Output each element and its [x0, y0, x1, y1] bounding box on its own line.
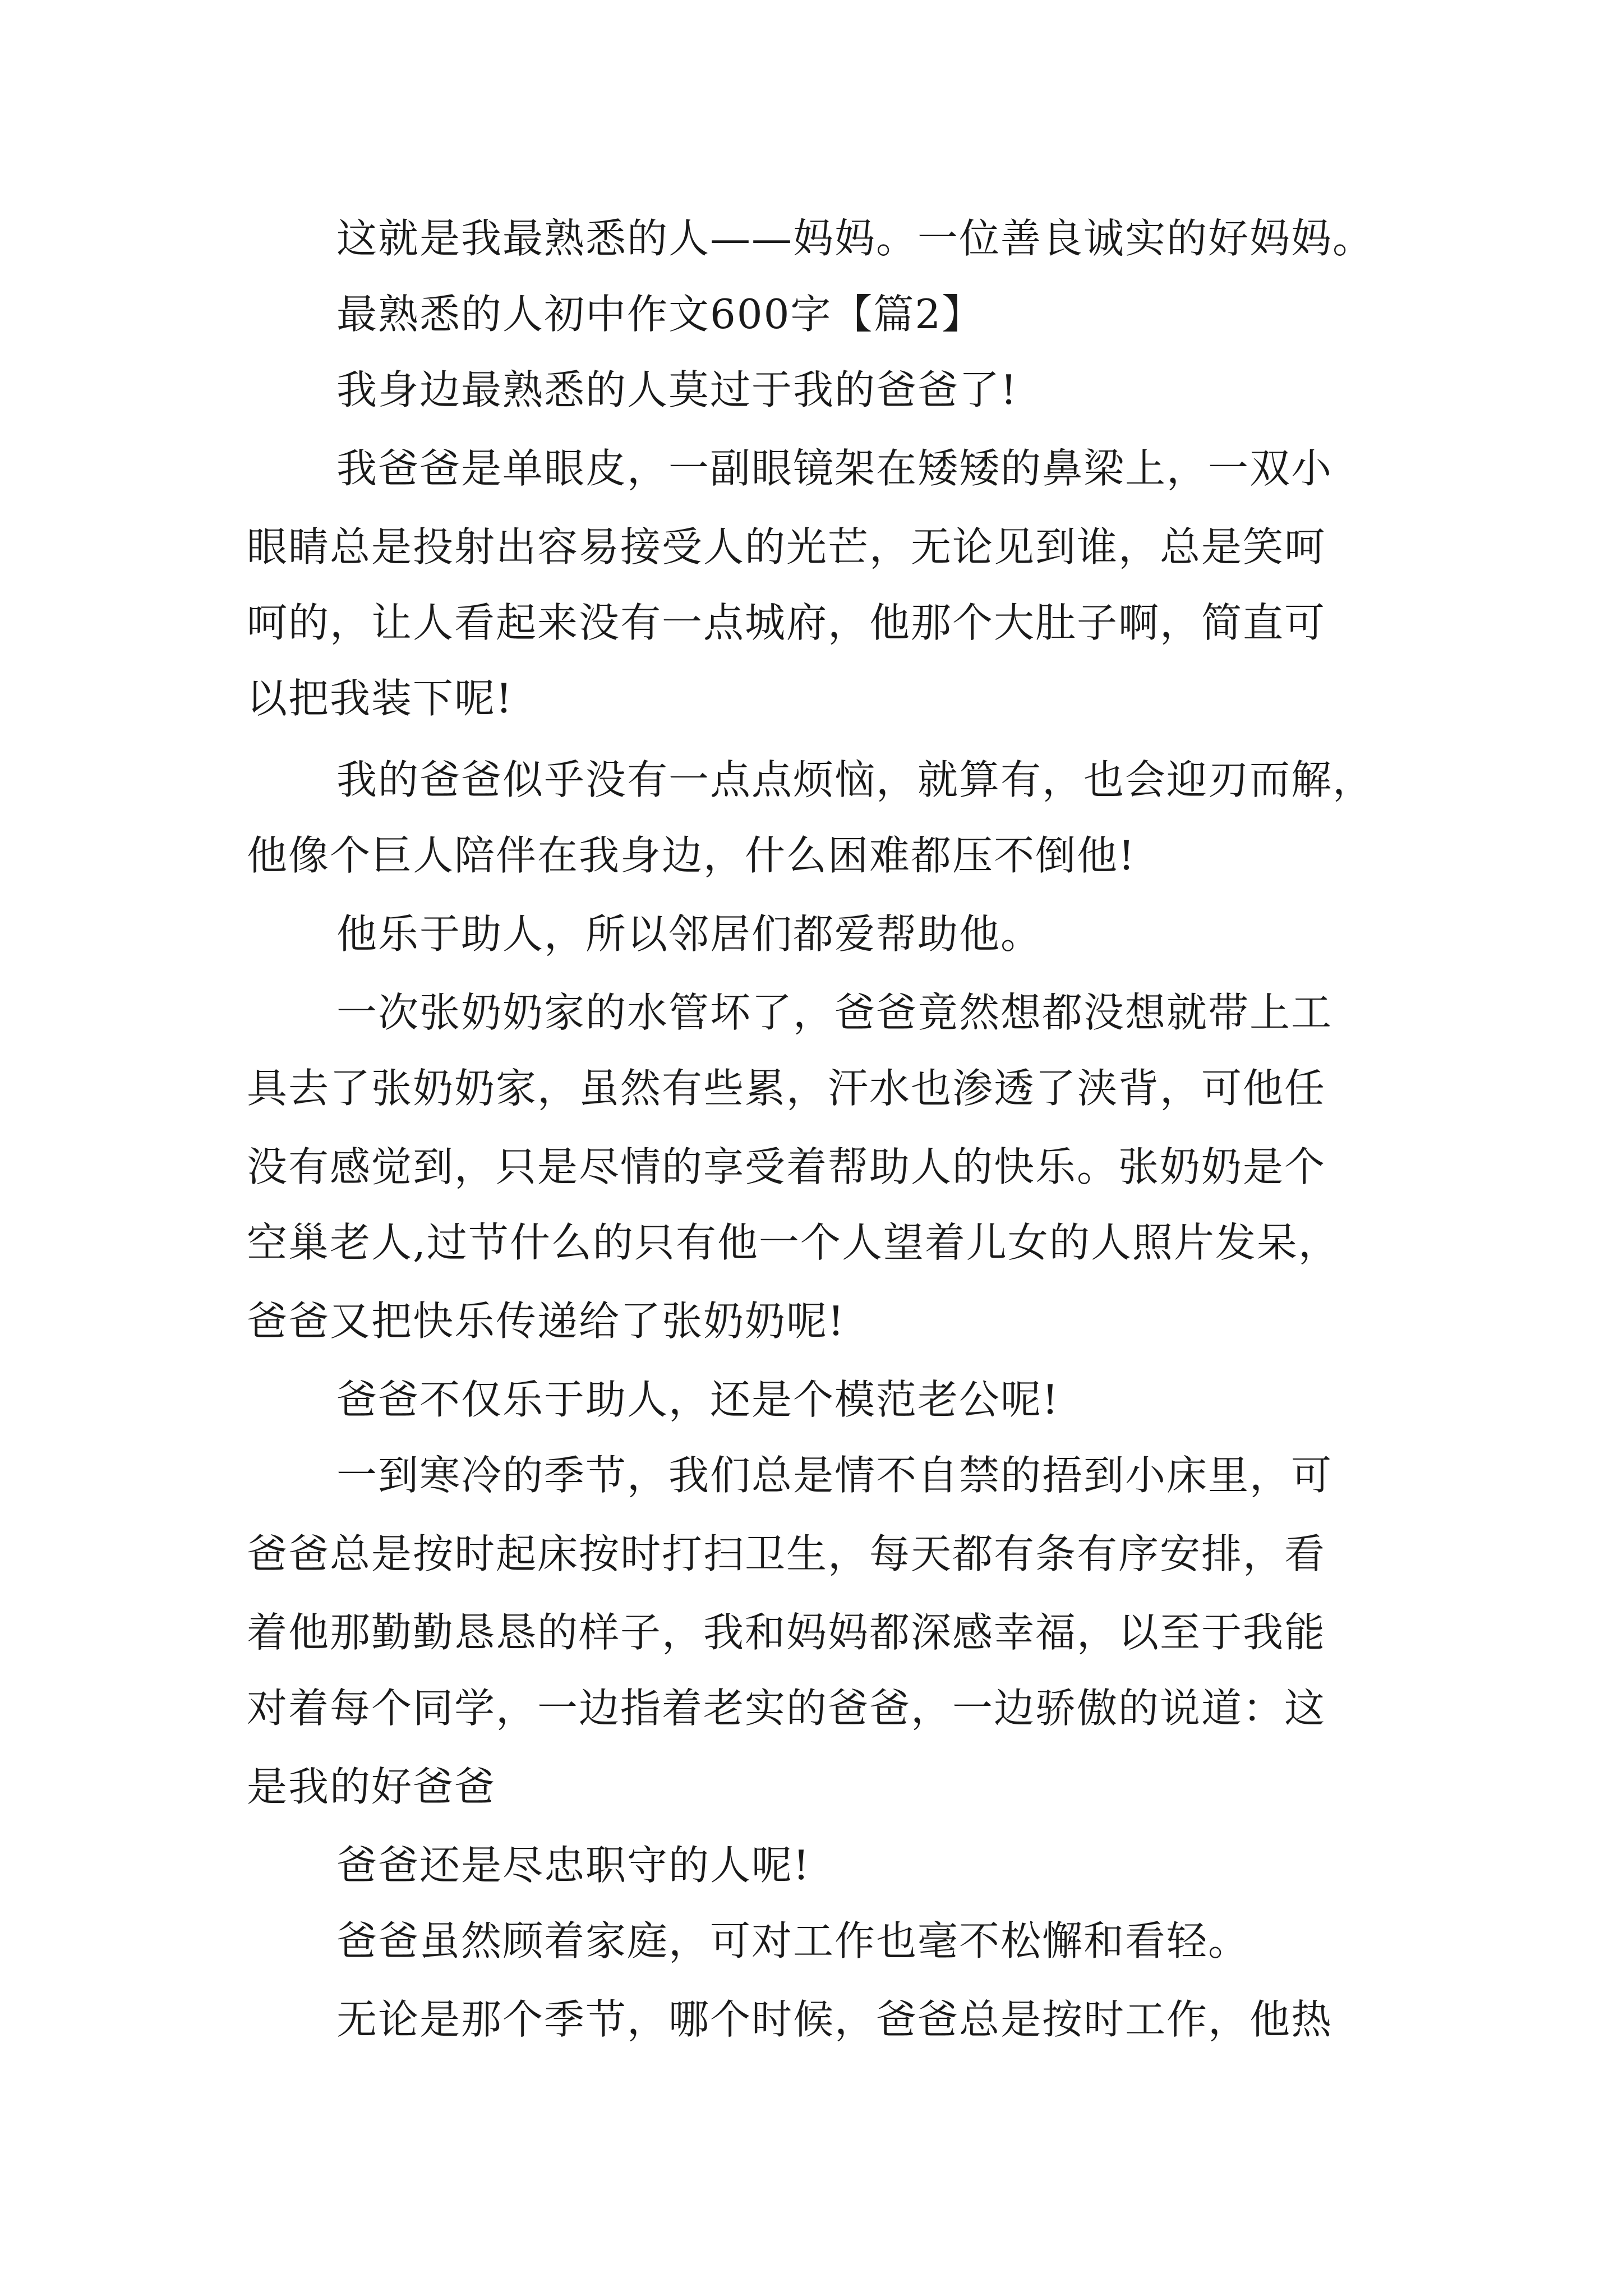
paragraph-line: 以把我装下呢! — [247, 675, 513, 722]
paragraph-line: 我爸爸是单眼皮，一副眼镜架在矮矮的鼻梁上，一双小 — [336, 445, 1333, 492]
paragraph-line: 具去了张奶奶家，虽然有些累，汗水也渗透了浃背，可他任 — [247, 1065, 1326, 1112]
paragraph-line: 空巢老人,过节什么的只有他一个人望着儿女的人照片发呆， — [247, 1219, 1340, 1266]
paragraph-line: 这就是我最熟悉的人——妈妈。一位善良诚实的好妈妈。 — [336, 215, 1375, 262]
paragraph-line: 爸爸虽然顾着家庭，可对工作也毫不松懈和看轻。 — [336, 1917, 1250, 1964]
paragraph-line: 无论是那个季节，哪个时候，爸爸总是按时工作，他热 — [336, 1996, 1333, 2043]
paragraph-line: 爸爸又把快乐传递给了张奶奶呢! — [247, 1297, 845, 1345]
paragraph-line: 我的爸爸似乎没有一点点烦恼，就算有，也会迎刃而解， — [336, 756, 1375, 803]
paragraph-line: 呵的，让人看起来没有一点城府，他那个大肚子啊，简直可 — [247, 599, 1326, 646]
paragraph-line: 眼睛总是投射出容易接受人的光芒，无论见到谁，总是笑呵 — [247, 523, 1326, 570]
paragraph-line: 一次张奶奶家的水管坏了，爸爸竟然想都没想就带上工 — [336, 989, 1333, 1036]
paragraph-line: 着他那勤勤恳恳的样子，我和妈妈都深感幸福，以至于我能 — [247, 1609, 1326, 1656]
paragraph-line: 是我的好爸爸 — [247, 1763, 496, 1810]
paragraph-line: 爸爸不仅乐于助人，还是个模范老公呢! — [336, 1376, 1059, 1423]
paragraph-line: 爸爸总是按时起床按时打扫卫生，每天都有条有序安排，看 — [247, 1530, 1326, 1577]
paragraph-line: 他乐于助人，所以邻居们都爱帮助他。 — [336, 910, 1043, 958]
paragraph-line: 没有感觉到，只是尽情的享受着帮助人的快乐。张奶奶是个 — [247, 1143, 1326, 1190]
paragraph-line: 一到寒冷的季节，我们总是情不自禁的捂到小床里，可 — [336, 1452, 1333, 1499]
paragraph-line: 我身边最熟悉的人莫过于我的爸爸了! — [336, 366, 1018, 413]
paragraph-line: 爸爸还是尽忠职守的人呢! — [336, 1842, 810, 1889]
paragraph-line: 对着每个同学，一边指着老实的爸爸，一边骄傲的说道：这 — [247, 1685, 1326, 1732]
section-heading: 最熟悉的人初中作文600字【篇2】 — [336, 291, 984, 338]
paragraph-line: 他像个巨人陪伴在我身边，什么困难都压不倒他! — [247, 832, 1136, 879]
